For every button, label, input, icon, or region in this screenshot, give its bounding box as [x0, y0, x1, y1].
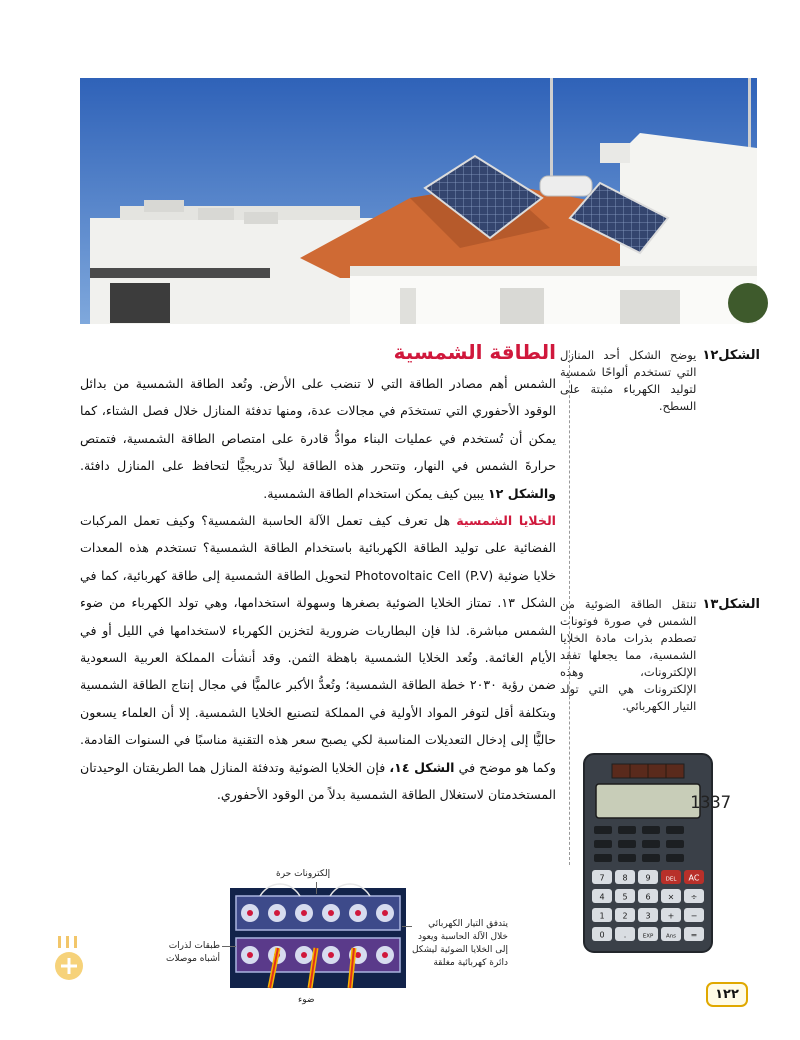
- electron: [301, 952, 307, 958]
- solar-calculator-image: [582, 752, 731, 954]
- calculator-key-label: 4: [599, 892, 605, 902]
- publisher-logo-mark: [52, 936, 86, 982]
- calculator-key-label: +: [667, 911, 675, 921]
- paragraph-2-body: هل تعرف كيف تعمل الآلة الحاسبة الشمسية؟ وكيف تعمل المركبات الفضائية على توليد الطاقة الكهربائية باستخدام الطاقة الشمسية؟ تستخدم هذه المعدات خلايا ضوئية Photovoltaic Cell (P.V) لتحويل الطاقة الشمسية إلى طاقة كهربائية، كما في الشكل ١٣. تمتاز الخلايا الضوئية بصغرها وسهولة استخدامها، وهي تولد الكهرباء من ضوء الشمس مباشرة. لذا فإن البطاريات ضرورية لتخزين الكهرباء لاستخدامها في الليل أو في الأيام الغائمة. وتُعد الخلايا الشمسية باهظة الثمن. وقد أنشأت المملكة العربية السعودية ضمن رؤية ٢٠٣٠ خطة الطاقة الشمسية؛ وتُعدُّ الأكبر عالميًّا في مجال إنتاج الطاقة الشمسية وبتكلفة أقل لتوفر المواد الأولية في المملكة لتصنيع الخلايا الشمسية. إلا أن العلماء يسعون حاليًّا إلى إدخال التعديلات المناسبة لكي يصبح سعر هذه التقنية مناسبًا في السنوات القادمة. وكما هو موضح في: [80, 513, 556, 775]
- calculator-key-label: 6: [645, 892, 651, 902]
- calculator-key-label: .: [623, 930, 627, 940]
- calculator-key-label: ×: [667, 892, 675, 902]
- paragraph-2: [80, 507, 556, 808]
- calculator-key-label: 5: [622, 892, 628, 902]
- electron: [328, 952, 334, 958]
- figure-14-reference: الشكل ١٤،: [389, 759, 455, 775]
- semiconductor-layers-label: طبقات لذرات أشباه موصلات: [165, 941, 220, 964]
- main-text-column: [80, 340, 556, 809]
- paragraph-1-body: الشمس أهم مصادر الطاقة التي لا تنضب على الأرض. وتُعد الطاقة الشمسية من بدائل الوقود الأحفوري التي تستخدَم في مجالات عدة، ومنها تدفئة المنازل خلال فصل الشتاء، كما يمكن أن تُستخدم في عمليات البناء موادُّ قادرة على امتصاص الطاقة الشمسية، فتمتص حرارةَ الشمس في النهار، وتتحرر هذه الطاقة ليلاً تدريجيًّا لتحافظ على المنازل دافئة.: [80, 376, 556, 474]
- section-title: الطاقة الشمسية: [393, 340, 556, 364]
- electron: [247, 910, 253, 916]
- calculator-key-label: 1: [599, 911, 605, 921]
- leader-line: [402, 926, 412, 927]
- leader-line: [222, 946, 236, 947]
- free-electrons-label: إلكترونات حرة: [276, 869, 331, 879]
- solar-cells-keyword: الخلايا الشمسية: [456, 513, 556, 529]
- figure-13-caption: [560, 596, 760, 715]
- electron: [301, 910, 307, 916]
- calculator-key-label: Ans: [665, 933, 677, 940]
- paragraph-1-end: يبين كيف يمكن استخدام الطاقة الشمسية.: [263, 485, 484, 501]
- current-flow-label: يتدفق التيار الكهربائي خلال الآلة الحاسبة ويعود إلى الخلايا الضوئية ليشكل دائرة كهربائية مغلقة: [411, 919, 508, 968]
- photo-illustration: [80, 78, 757, 324]
- calculator-key-label: 8: [622, 873, 628, 883]
- paragraph-1: [80, 370, 556, 507]
- calculator-key-label: −: [690, 911, 698, 921]
- figure-12-text: يوضح الشكل أحد المنازل التي تستخدم ألواحًا شمسية لتوليد الكهرباء مثبتة على السطح.: [560, 348, 697, 413]
- light-label: ضوء: [298, 995, 315, 1005]
- electron: [247, 952, 253, 958]
- electron: [328, 910, 334, 916]
- pv-cell-illustration: [230, 888, 406, 988]
- calculator-key-label: 2: [622, 911, 628, 921]
- calculator-illustration: [582, 752, 731, 954]
- photovoltaic-cell-diagram: [230, 888, 406, 988]
- calculator-key-label: 9: [645, 873, 651, 883]
- calculator-key-label: =: [690, 930, 698, 940]
- calculator-key-label: EXP: [642, 933, 654, 940]
- paragraph-2-end: فإن الخلايا الضوئية وتدفئة المنازل هما الطريقتان الوحيدتان المستخدمتان لاستغلال الطاقة الشمسية بدلاً من الوقود الأحفوري.: [80, 759, 556, 803]
- calculator-key-label: 7: [599, 873, 605, 883]
- electron: [382, 910, 388, 916]
- electron: [274, 910, 280, 916]
- calculator-key-label: ÷: [690, 892, 698, 902]
- calculator-display: 1337: [690, 793, 731, 813]
- page-number: ١٢٢: [706, 982, 748, 1007]
- figure-13-text: تنتقل الطاقة الضوئية من الشمس في صورة فوتونات تصطدم بذرات مادة الخلايا الشمسية، مما يجعلها تفقد الإلكترونات، وهذه الإلكترونات هي التي تولد التيار الكهربائي.: [560, 597, 697, 713]
- calculator-key-label: 0: [599, 930, 605, 940]
- figure-12-reference: والشكل ١٢: [487, 485, 556, 501]
- electron: [355, 910, 361, 916]
- calculator-key-label: 3: [645, 911, 651, 921]
- figure-13-label: الشكل١٣: [702, 597, 760, 612]
- electron: [382, 952, 388, 958]
- calculator-key-label: AC: [688, 873, 700, 883]
- leader-line: [316, 882, 317, 894]
- logo-icon: [52, 936, 86, 982]
- figure-12-caption: [560, 347, 760, 415]
- house-solar-panels-photo: [80, 78, 757, 324]
- calculator-key-label: DEL: [665, 876, 677, 883]
- figure-12-label: الشكل١٢: [702, 348, 760, 363]
